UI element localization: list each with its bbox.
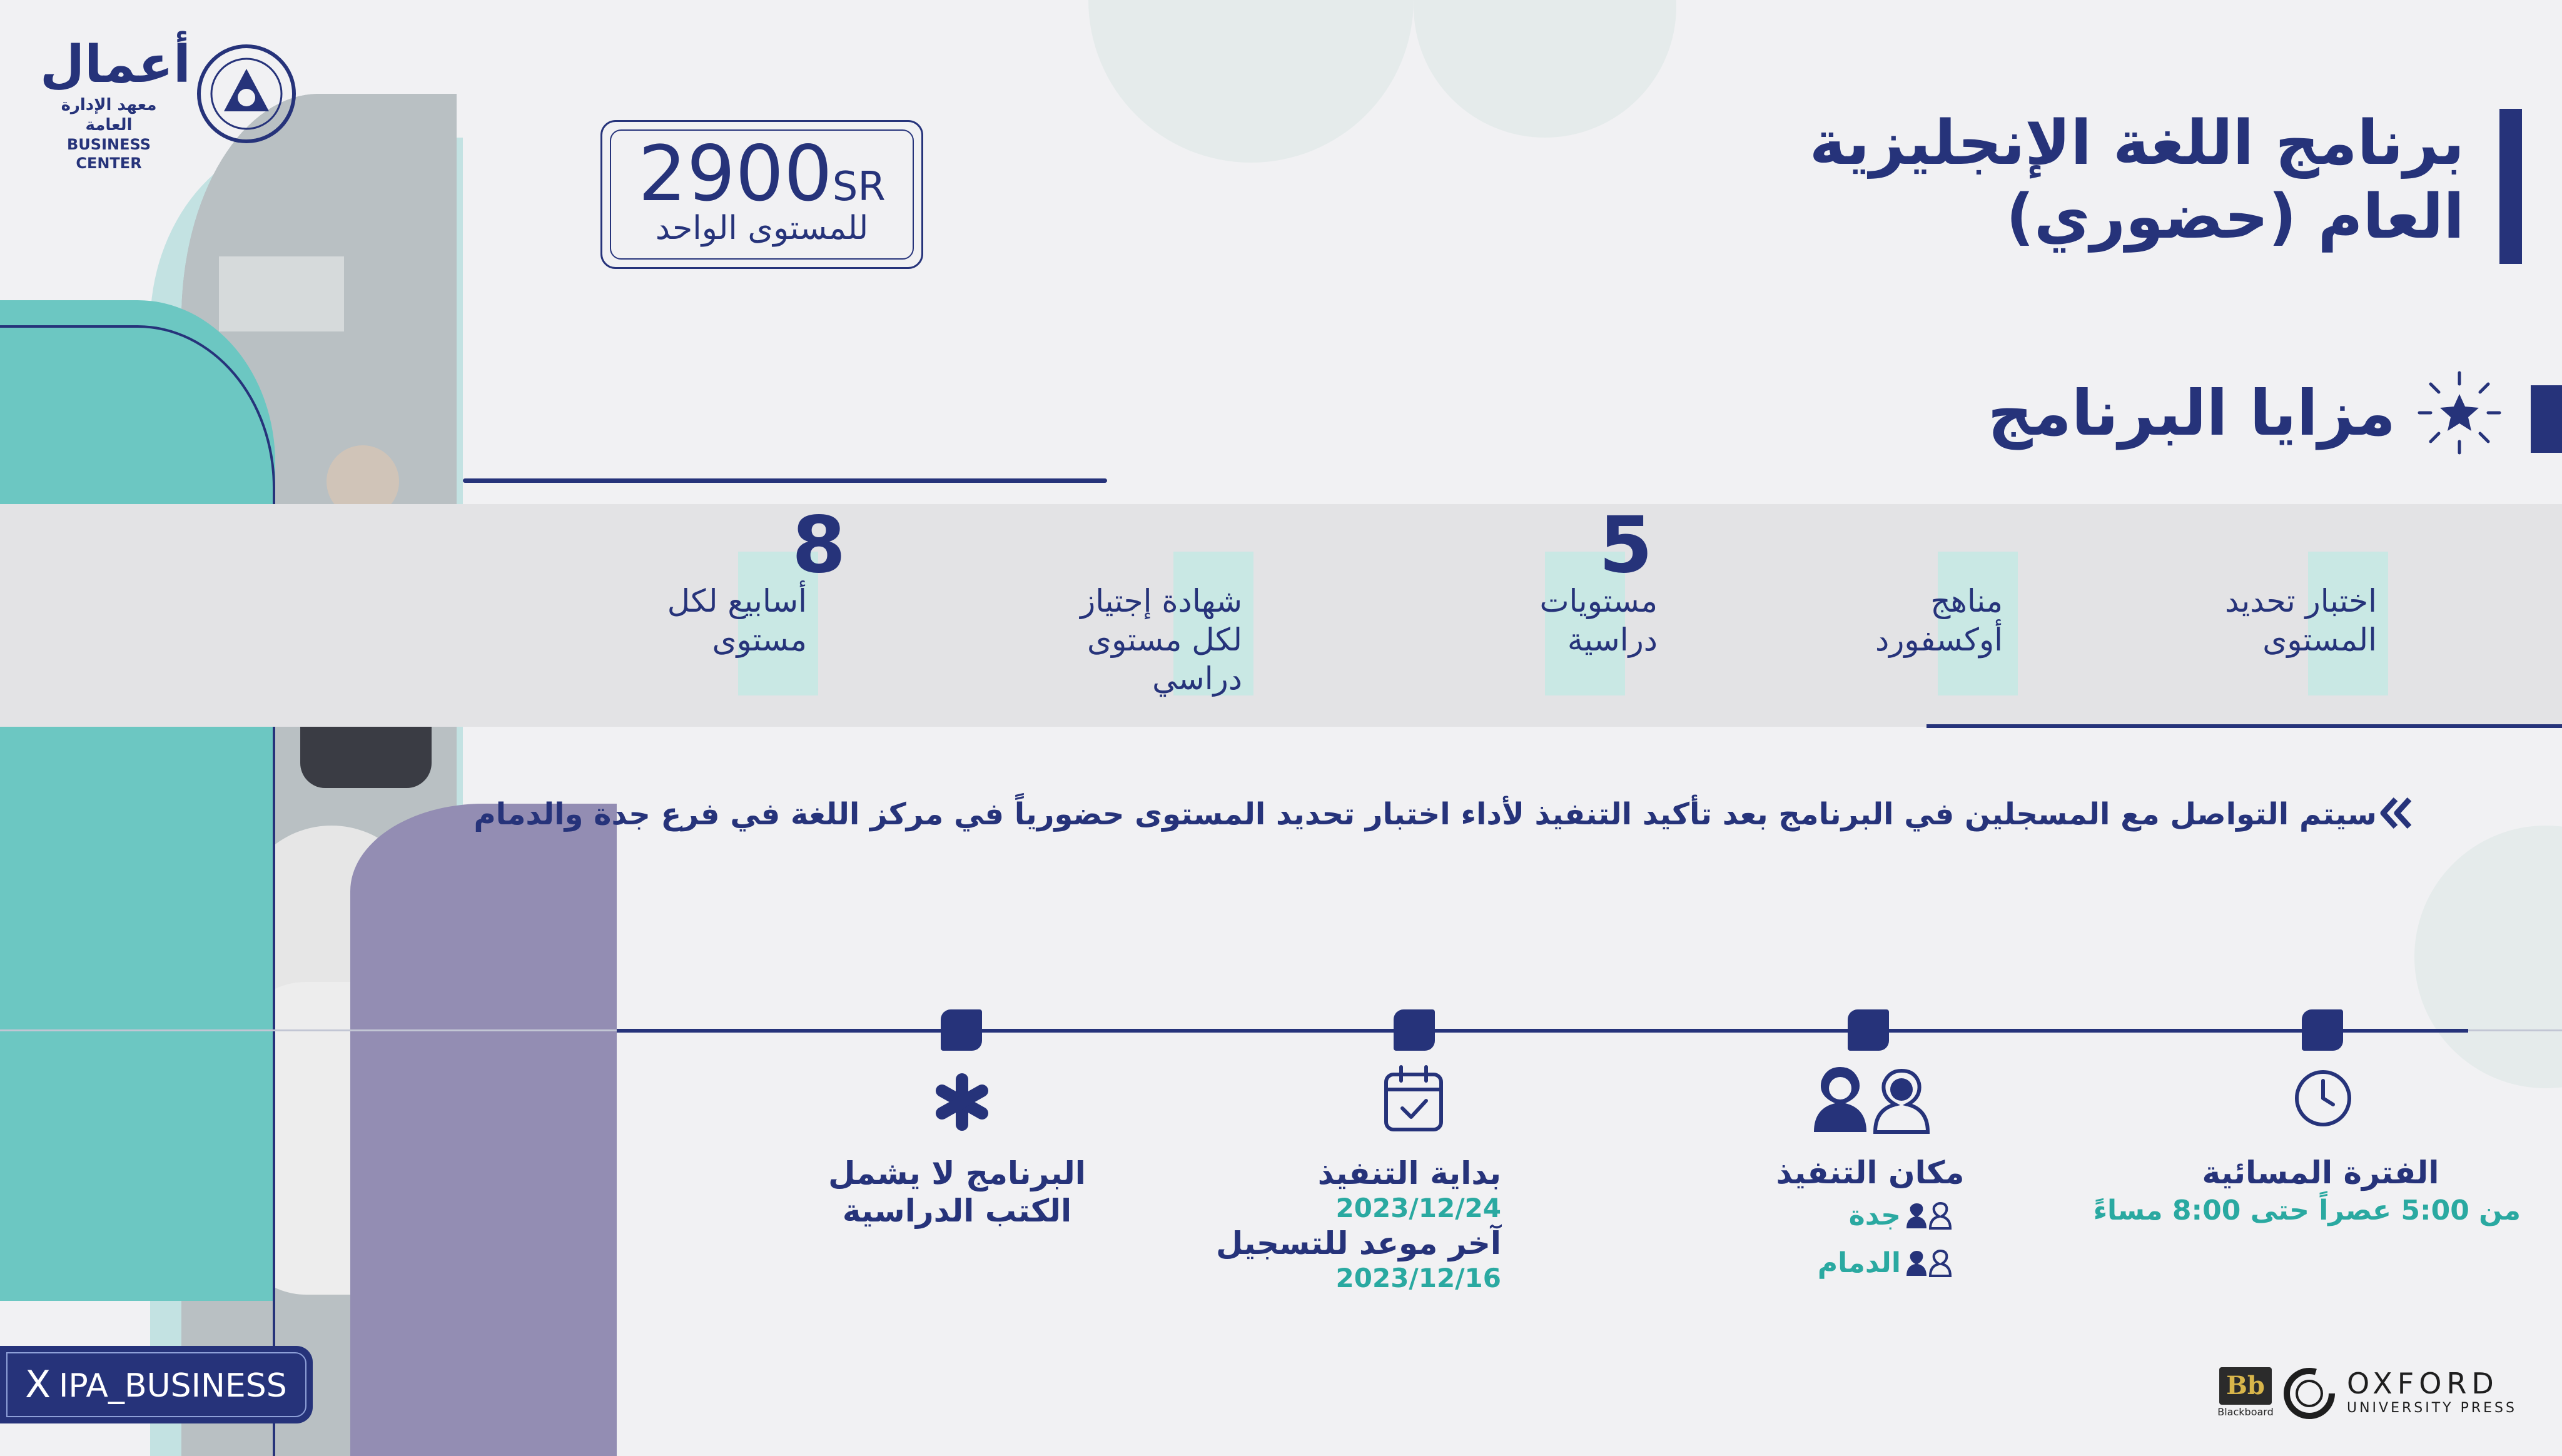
feature-weeks-per-level: أسابيع لكل مستوى bbox=[667, 583, 807, 658]
institute-name-ar: معهد الإدارة العامة bbox=[61, 96, 157, 134]
blackboard-logo bbox=[2214, 1367, 2277, 1430]
clock-icon bbox=[2292, 1067, 2354, 1130]
title-accent-bar bbox=[2499, 109, 2522, 264]
brand-logo-mark: أعمال bbox=[40, 35, 191, 94]
venue-dammam: الدمام bbox=[1817, 1247, 1901, 1279]
evening-period-title: الفترة المسائية bbox=[2202, 1155, 2439, 1191]
star-icon bbox=[2416, 369, 2503, 457]
advantages-band bbox=[0, 504, 2562, 727]
people-icon bbox=[1808, 1064, 1933, 1135]
timeline-marker bbox=[1848, 1009, 1889, 1051]
oxford-logo-text bbox=[2347, 1367, 2534, 1417]
feature-levels-number: 5 bbox=[1599, 500, 1653, 590]
purple-arch bbox=[350, 804, 617, 1456]
price-box bbox=[600, 120, 923, 269]
venue-jeddah-row bbox=[1683, 1200, 1952, 1231]
blackboard-mark: Bb bbox=[2219, 1367, 2272, 1405]
deadline-value: 2023/12/16 bbox=[1335, 1263, 1501, 1293]
schedule-block bbox=[1216, 1155, 1501, 1295]
heading-divider-line bbox=[463, 478, 1107, 483]
social-handle-badge[interactable] bbox=[0, 1346, 313, 1423]
band-bottom-line bbox=[1927, 724, 2562, 728]
feature-weeks-number: 8 bbox=[792, 500, 846, 590]
price-amount: 2900 bbox=[638, 129, 833, 218]
people-small-icon bbox=[1904, 1250, 1952, 1277]
timeline-marker bbox=[941, 1009, 982, 1051]
venue-dammam-row bbox=[1683, 1247, 1952, 1279]
program-title-line1: برنامج اللغة الإنجليزية bbox=[1809, 108, 2464, 179]
double-chevron-icon bbox=[2377, 794, 2414, 832]
asterisk-icon bbox=[932, 1072, 992, 1132]
registration-notice: سيتم التواصل مع المسجلين في البرنامج بعد تأكيد التنفيذ لأداء اختبار تحديد المستوى حضورياً في مركز اللغة في فرع جدة والدمام bbox=[473, 797, 2377, 832]
start-date-title: بداية التنفيذ bbox=[1317, 1155, 1501, 1191]
bg-circle bbox=[1088, 0, 1414, 163]
heading-accent-bar bbox=[2531, 385, 2562, 453]
deadline-title: آخر موعد للتسجيل bbox=[1216, 1225, 1501, 1261]
bg-circle bbox=[1414, 0, 1676, 138]
venue-jeddah: جدة bbox=[1848, 1200, 1901, 1231]
brand-logo bbox=[40, 35, 191, 172]
start-date-value: 2023/12/24 bbox=[1335, 1193, 1501, 1223]
x-logo-icon: X bbox=[25, 1363, 51, 1407]
feature-oxford-curricula: مناهج أوكسفورد bbox=[1875, 583, 2003, 658]
feature-placement-test: اختبار تحديد المستوى bbox=[2225, 583, 2377, 658]
teal-arch-outline bbox=[0, 325, 275, 1456]
venue-title: مكان التنفيذ bbox=[1776, 1155, 1965, 1191]
books-not-included-note: البرنامج لا يشمل الكتب الدراسية bbox=[828, 1155, 1086, 1229]
evening-period-hours: من 5:00 عصراً حتى 8:00 مساءً bbox=[2093, 1195, 2521, 1226]
price-per-level: للمستوى الواحد bbox=[655, 210, 869, 247]
timeline-line bbox=[617, 1029, 2468, 1033]
program-title bbox=[1689, 106, 2464, 254]
institute-seal-logo bbox=[195, 43, 298, 145]
people-small-icon bbox=[1904, 1202, 1952, 1230]
feature-certificate: شهادة إجتياز لكل مستوى دراسي bbox=[1080, 583, 1242, 697]
timeline-marker bbox=[2302, 1009, 2343, 1051]
oxford-line1: OXFORD bbox=[2347, 1367, 2499, 1400]
advantages-heading: مزايا البرنامج bbox=[1987, 377, 2396, 450]
price-amount-row bbox=[602, 129, 921, 218]
timeline-marker bbox=[1394, 1009, 1435, 1051]
oxford-logo-icon bbox=[2283, 1367, 2336, 1420]
social-handle: IPA_BUSINESS bbox=[59, 1367, 287, 1405]
calendar-icon bbox=[1382, 1064, 1445, 1133]
blackboard-label: Blackboard bbox=[2217, 1406, 2274, 1418]
program-title-line2: العام (حضوري) bbox=[2006, 181, 2464, 253]
feature-study-levels: مستويات دراسية bbox=[1539, 583, 1658, 658]
institute-name-en: BUSINESS CENTER bbox=[67, 136, 151, 172]
price-currency: SR bbox=[832, 164, 886, 210]
bg-circle bbox=[2414, 826, 2562, 1088]
oxford-line2: UNIVERSITY PRESS bbox=[2347, 1400, 2517, 1416]
